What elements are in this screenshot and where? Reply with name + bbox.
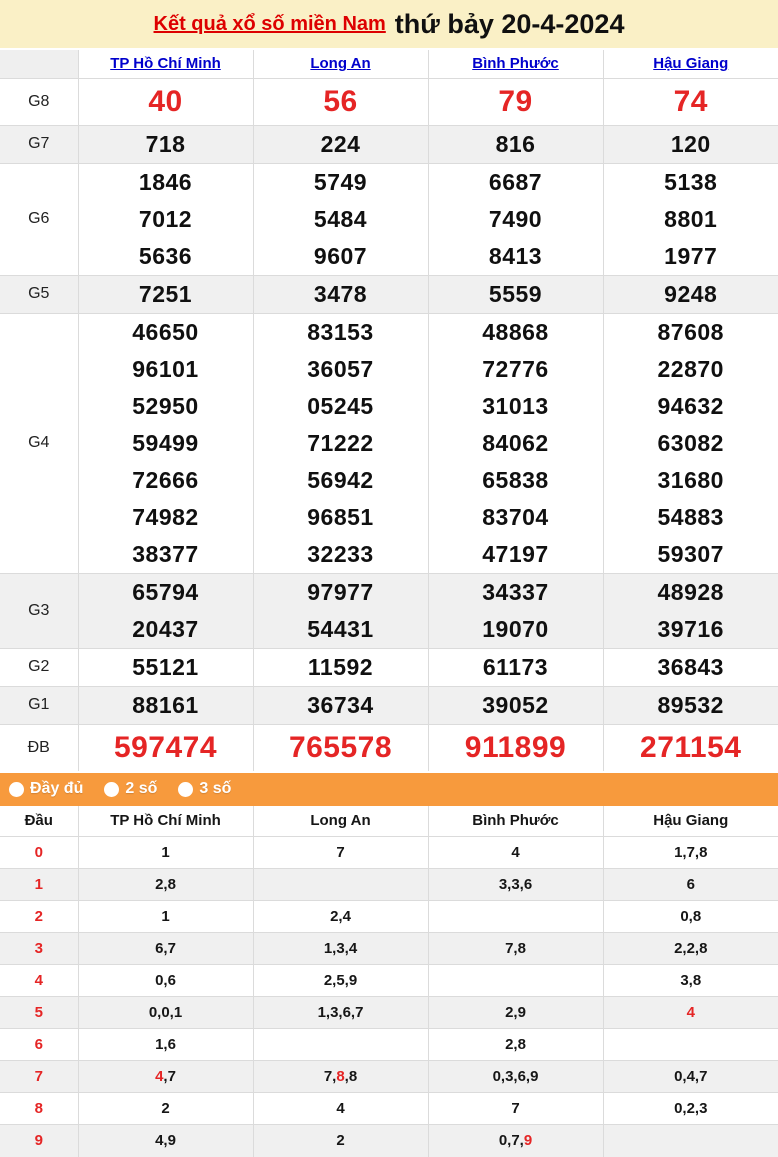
tail-cell <box>603 901 778 933</box>
tail-digit: 0,3,6,9 <box>493 1068 539 1085</box>
tail-row-9 <box>0 1125 778 1157</box>
prize-row-G7 <box>0 125 778 163</box>
tail-digit: 3,3,6 <box>499 876 532 893</box>
tail-corner-label: Đầu <box>0 806 78 837</box>
prize-number: 8801 <box>604 201 778 238</box>
prize-number: 3478 <box>254 276 428 313</box>
radio-icon <box>9 782 24 797</box>
tail-province-header: Bình Phước <box>428 806 603 837</box>
tail-cell <box>253 1125 428 1157</box>
prize-row-label: G5 <box>0 275 78 313</box>
tail-digit: 0,0,1 <box>149 1004 182 1021</box>
tail-row-0 <box>0 837 778 869</box>
tail-cell <box>603 1125 778 1157</box>
prize-number: 54883 <box>604 499 778 536</box>
prize-row-G6 <box>0 163 778 275</box>
prize-number: 88161 <box>79 687 253 724</box>
tail-cell <box>78 869 253 901</box>
prize-cell <box>428 724 603 771</box>
prize-cell <box>78 163 253 275</box>
tail-cell <box>428 1093 603 1125</box>
province-link-3[interactable]: Hậu Giang <box>653 55 728 72</box>
prize-cell <box>428 573 603 648</box>
tail-digit: 7, <box>324 1068 337 1085</box>
prize-number: 5559 <box>429 276 603 313</box>
tail-cell <box>603 1061 778 1093</box>
region-title-link[interactable]: Kết quả xổ số miền Nam <box>154 13 386 36</box>
prize-cell <box>603 163 778 275</box>
prize-cell <box>428 313 603 573</box>
tail-digit: 1 <box>161 908 169 925</box>
tail-digit: 2,5,9 <box>324 972 357 989</box>
prize-number: 7251 <box>79 276 253 313</box>
tail-head-digit: 1 <box>0 869 78 901</box>
tail-province-header: Long An <box>253 806 428 837</box>
prize-row-label: ĐB <box>0 724 78 771</box>
tail-digit: 1 <box>161 844 169 861</box>
prize-number: 48928 <box>604 574 778 611</box>
tail-province-header: TP Hồ Chí Minh <box>78 806 253 837</box>
prize-number: 79 <box>429 79 603 125</box>
province-header-row <box>0 50 778 78</box>
prize-row-label: G3 <box>0 573 78 648</box>
prize-number: 765578 <box>254 725 428 771</box>
prize-number: 19070 <box>429 611 603 648</box>
tail-digits-table <box>0 806 778 1157</box>
prize-row-G1 <box>0 686 778 724</box>
prize-number: 22870 <box>604 351 778 388</box>
prize-number: 597474 <box>79 725 253 771</box>
tail-cell <box>428 997 603 1029</box>
tail-digit: 2,8 <box>505 1036 526 1053</box>
prize-cell <box>603 125 778 163</box>
prize-row-label: G4 <box>0 313 78 573</box>
tail-head-digit: 5 <box>0 997 78 1029</box>
tail-cell <box>78 1125 253 1157</box>
tail-digit: 2,8 <box>155 876 176 893</box>
prize-number: 271154 <box>604 725 778 771</box>
tail-digit-highlight: 9 <box>524 1132 532 1149</box>
tail-digit-highlight: 4 <box>687 1004 695 1021</box>
filter-option-label: Đầy đủ <box>30 780 83 798</box>
tail-cell <box>603 933 778 965</box>
tail-row-4 <box>0 965 778 997</box>
tail-head-digit: 7 <box>0 1061 78 1093</box>
prize-row-label: G8 <box>0 78 78 125</box>
tail-cell <box>253 1093 428 1125</box>
tail-digit: 6,7 <box>155 940 176 957</box>
tail-digit: ,7 <box>163 1068 176 1085</box>
display-filter-bar <box>0 773 778 806</box>
prize-number: 52950 <box>79 388 253 425</box>
tail-cell <box>253 1061 428 1093</box>
prize-number: 96101 <box>79 351 253 388</box>
prize-cell <box>428 78 603 125</box>
tail-cell <box>78 901 253 933</box>
prize-number: 36734 <box>254 687 428 724</box>
province-link-0[interactable]: TP Hồ Chí Minh <box>110 55 221 72</box>
prize-number: 31680 <box>604 462 778 499</box>
prize-number: 96851 <box>254 499 428 536</box>
tail-cell <box>78 1093 253 1125</box>
prize-number: 59307 <box>604 536 778 573</box>
tail-cell <box>428 965 603 997</box>
filter-option-1[interactable] <box>104 780 157 798</box>
tail-cell <box>253 965 428 997</box>
prize-cell <box>603 648 778 686</box>
prize-cell <box>253 573 428 648</box>
tail-digit: 7 <box>336 844 344 861</box>
radio-icon <box>104 782 119 797</box>
tail-cell <box>78 965 253 997</box>
tail-digit-highlight: 8 <box>336 1068 344 1085</box>
prize-number: 94632 <box>604 388 778 425</box>
tail-digit: 7 <box>511 1100 519 1117</box>
tail-digit: 4,9 <box>155 1132 176 1149</box>
prize-number: 1977 <box>604 238 778 275</box>
tail-digit-highlight: 4 <box>155 1068 163 1085</box>
tail-cell <box>603 1093 778 1125</box>
prize-cell <box>428 686 603 724</box>
filter-option-label: 2 số <box>125 780 157 798</box>
tail-cell <box>253 997 428 1029</box>
prize-number: 5636 <box>79 238 253 275</box>
tail-cell <box>428 1029 603 1061</box>
tail-digit: 0,8 <box>680 908 701 925</box>
prize-number: 36843 <box>604 649 778 686</box>
tail-row-6 <box>0 1029 778 1061</box>
prize-row-G2 <box>0 648 778 686</box>
province-header-cell <box>603 50 778 78</box>
prize-cell <box>78 686 253 724</box>
tail-digit: 0,2,3 <box>674 1100 707 1117</box>
prize-number: 47197 <box>429 536 603 573</box>
prize-number: 5749 <box>254 164 428 201</box>
prize-number: 63082 <box>604 425 778 462</box>
prize-row-G5 <box>0 275 778 313</box>
prize-row-G8 <box>0 78 778 125</box>
prize-number: 71222 <box>254 425 428 462</box>
prize-number: 83704 <box>429 499 603 536</box>
prize-number: 61173 <box>429 649 603 686</box>
prize-row-label: G1 <box>0 686 78 724</box>
tail-digit: ,8 <box>345 1068 358 1085</box>
tail-digit: 0,7, <box>499 1132 524 1149</box>
tail-cell <box>253 837 428 869</box>
tail-digit: 0,4,7 <box>674 1068 707 1085</box>
prize-row-G3 <box>0 573 778 648</box>
filter-option-2[interactable] <box>178 780 231 798</box>
radio-icon <box>178 782 193 797</box>
prize-number: 39716 <box>604 611 778 648</box>
tail-digit: 1,3,4 <box>324 940 357 957</box>
province-link-1[interactable]: Long An <box>310 55 370 72</box>
tail-province-header: Hậu Giang <box>603 806 778 837</box>
tail-digit: 0,6 <box>155 972 176 989</box>
prize-cell <box>78 125 253 163</box>
prize-cell <box>78 573 253 648</box>
tail-head-digit: 4 <box>0 965 78 997</box>
prize-cell <box>603 275 778 313</box>
tail-digit: 4 <box>511 844 519 861</box>
tail-digit: 7,8 <box>505 940 526 957</box>
prize-cell <box>428 275 603 313</box>
prize-number: 39052 <box>429 687 603 724</box>
prize-number: 120 <box>604 126 778 163</box>
tail-cell <box>428 933 603 965</box>
prize-row-G4 <box>0 313 778 573</box>
prize-number: 31013 <box>429 388 603 425</box>
tail-row-2 <box>0 901 778 933</box>
prize-cell <box>78 313 253 573</box>
tail-cell <box>428 901 603 933</box>
prize-cell <box>253 125 428 163</box>
prize-row-label: G2 <box>0 648 78 686</box>
filter-option-label: 3 số <box>199 780 231 798</box>
prize-row-label: G6 <box>0 163 78 275</box>
prize-number: 20437 <box>79 611 253 648</box>
tail-digit: 3,8 <box>680 972 701 989</box>
prize-number: 8413 <box>429 238 603 275</box>
tail-head-digit: 0 <box>0 837 78 869</box>
prize-number: 224 <box>254 126 428 163</box>
prize-cell <box>428 125 603 163</box>
tail-row-3 <box>0 933 778 965</box>
tail-row-7 <box>0 1061 778 1093</box>
prize-number: 9607 <box>254 238 428 275</box>
tail-row-8 <box>0 1093 778 1125</box>
prize-number: 40 <box>79 79 253 125</box>
prize-number: 72666 <box>79 462 253 499</box>
prize-row-ĐB <box>0 724 778 771</box>
prize-cell <box>603 573 778 648</box>
tail-cell <box>78 933 253 965</box>
prize-number: 87608 <box>604 314 778 351</box>
prize-number: 89532 <box>604 687 778 724</box>
prize-cell <box>603 313 778 573</box>
prize-number: 56942 <box>254 462 428 499</box>
title-bar <box>0 0 778 50</box>
prize-number: 74982 <box>79 499 253 536</box>
prize-number: 32233 <box>254 536 428 573</box>
province-header-cell <box>428 50 603 78</box>
prize-cell <box>253 78 428 125</box>
filter-option-0[interactable] <box>9 780 83 798</box>
prize-cell <box>78 724 253 771</box>
tail-digit: 6 <box>687 876 695 893</box>
prize-number: 46650 <box>79 314 253 351</box>
tail-cell <box>428 837 603 869</box>
province-link-2[interactable]: Bình Phước <box>472 55 559 72</box>
tail-cell <box>253 869 428 901</box>
prize-cell <box>253 313 428 573</box>
prize-cell <box>428 648 603 686</box>
prize-number: 74 <box>604 79 778 125</box>
prize-number: 6687 <box>429 164 603 201</box>
prize-number: 5484 <box>254 201 428 238</box>
tail-digit: 4 <box>336 1100 344 1117</box>
prize-number: 83153 <box>254 314 428 351</box>
province-header-cell <box>253 50 428 78</box>
tail-head-digit: 8 <box>0 1093 78 1125</box>
tail-digit: 2,2,8 <box>674 940 707 957</box>
tail-cell <box>78 997 253 1029</box>
tail-cell <box>428 1061 603 1093</box>
prize-number: 718 <box>79 126 253 163</box>
prize-number: 11592 <box>254 649 428 686</box>
tail-digit: 2 <box>336 1132 344 1149</box>
prize-number: 7012 <box>79 201 253 238</box>
prize-cell <box>78 275 253 313</box>
tail-header-row <box>0 806 778 837</box>
prize-cell <box>253 163 428 275</box>
tail-cell <box>78 837 253 869</box>
prize-number: 54431 <box>254 611 428 648</box>
main-prize-table <box>0 50 778 771</box>
tail-row-5 <box>0 997 778 1029</box>
tail-cell <box>603 1029 778 1061</box>
prize-number: 5138 <box>604 164 778 201</box>
prize-number: 05245 <box>254 388 428 425</box>
tail-cell <box>253 933 428 965</box>
tail-digit: 2,9 <box>505 1004 526 1021</box>
prize-number: 59499 <box>79 425 253 462</box>
prize-number: 84062 <box>429 425 603 462</box>
tail-cell <box>428 1125 603 1157</box>
tail-head-digit: 9 <box>0 1125 78 1157</box>
tail-digit: 1,3,6,7 <box>318 1004 364 1021</box>
tail-cell <box>428 869 603 901</box>
prize-number: 911899 <box>429 725 603 771</box>
prize-number: 7490 <box>429 201 603 238</box>
prize-number: 38377 <box>79 536 253 573</box>
prize-cell <box>78 648 253 686</box>
draw-date-text: thứ bảy 20-4-2024 <box>395 9 625 40</box>
tail-cell <box>78 1029 253 1061</box>
prize-cell <box>78 78 253 125</box>
prize-number: 56 <box>254 79 428 125</box>
prize-number: 9248 <box>604 276 778 313</box>
prize-cell <box>253 648 428 686</box>
tail-digit: 1,6 <box>155 1036 176 1053</box>
prize-number: 97977 <box>254 574 428 611</box>
tail-head-digit: 2 <box>0 901 78 933</box>
prize-cell <box>253 275 428 313</box>
prize-cell <box>253 724 428 771</box>
prize-number: 65838 <box>429 462 603 499</box>
tail-cell <box>603 997 778 1029</box>
tail-cell <box>78 1061 253 1093</box>
tail-head-digit: 3 <box>0 933 78 965</box>
main-table-corner-cell <box>0 50 78 78</box>
tail-digit: 1,7,8 <box>674 844 707 861</box>
tail-cell <box>253 901 428 933</box>
tail-cell <box>253 1029 428 1061</box>
tail-digit: 2,4 <box>330 908 351 925</box>
prize-number: 55121 <box>79 649 253 686</box>
prize-cell <box>253 686 428 724</box>
prize-cell <box>603 724 778 771</box>
prize-cell <box>603 686 778 724</box>
prize-cell <box>428 163 603 275</box>
prize-number: 48868 <box>429 314 603 351</box>
tail-digit: 2 <box>161 1100 169 1117</box>
prize-number: 72776 <box>429 351 603 388</box>
tail-cell <box>603 837 778 869</box>
prize-number: 816 <box>429 126 603 163</box>
prize-cell <box>603 78 778 125</box>
tail-row-1 <box>0 869 778 901</box>
tail-cell <box>603 869 778 901</box>
prize-number: 65794 <box>79 574 253 611</box>
prize-number: 34337 <box>429 574 603 611</box>
province-header-cell <box>78 50 253 78</box>
tail-cell <box>603 965 778 997</box>
tail-head-digit: 6 <box>0 1029 78 1061</box>
prize-row-label: G7 <box>0 125 78 163</box>
prize-number: 1846 <box>79 164 253 201</box>
prize-number: 36057 <box>254 351 428 388</box>
